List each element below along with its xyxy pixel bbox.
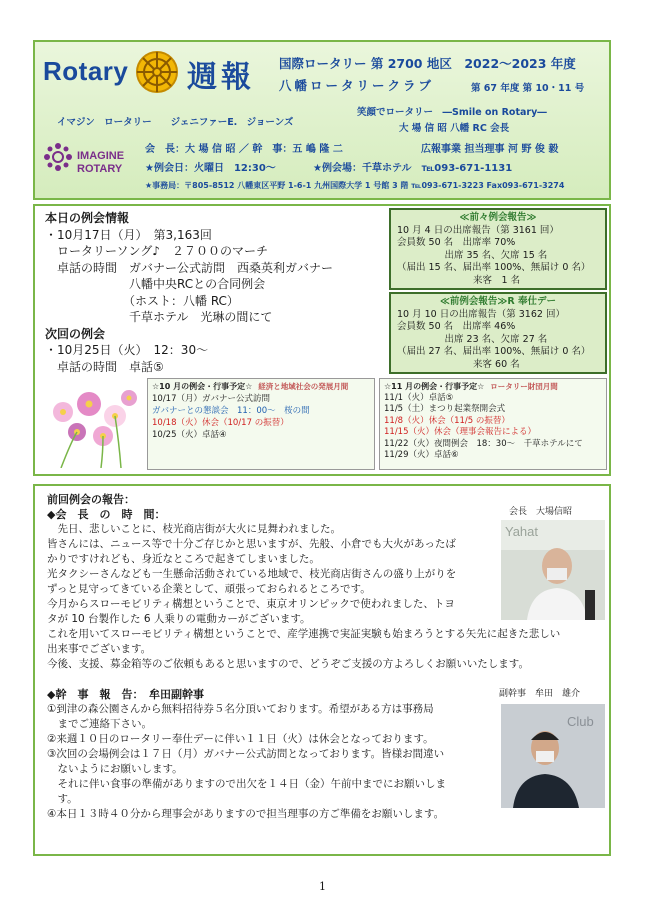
attendance-line: 来客 60 名: [397, 358, 520, 370]
prev1-title: ≪前例会報告≫R 奉仕デー: [439, 296, 556, 307]
schedule-item: 11/15（火）休会（理事会報告による）: [384, 427, 536, 437]
schedule-item: 10/25（火）卓話④: [152, 430, 227, 440]
report-line: までご連絡下さい。: [47, 718, 152, 730]
newsletter-title: 週報: [187, 60, 255, 95]
today-line: ・10月25日（火） 12：30～: [45, 343, 209, 357]
report-line: ◆幹 事 報 告： 牟田副幹事: [47, 688, 204, 701]
oct-subtitle: 経済と地域社会の発展月間: [258, 382, 349, 391]
svg-text:Club: Club: [567, 714, 594, 729]
report-line: ③次回の会場例会は１７日（月）ガバナー公式訪問となっております。皆様お間違い: [47, 748, 445, 760]
club-name: 八幡ロータリークラブ: [279, 78, 435, 93]
officers: 会 長：大 場 信 昭 ／ 幹 事：五 嶋 隆 二: [145, 144, 343, 155]
report-line: ①到津の森公園さんから無料招待券５名分頂いております。希望がある方は事務局: [47, 703, 434, 715]
svg-text:Yahat: Yahat: [505, 524, 539, 539]
today-line: 千草ホテル 光琳の間にて: [45, 310, 273, 324]
oct-title-row: [152, 381, 370, 393]
issue-number: 第 67 年度 第 10・11 号: [471, 83, 585, 94]
prev2-title: ≪前々例会報告≫: [459, 212, 537, 223]
vice-secretary-photo: [501, 704, 605, 808]
prev2-lines: [397, 225, 599, 288]
prev1-lines: [397, 309, 599, 372]
today-line: （ホスト：八幡 RC）: [45, 293, 239, 308]
club-theme: 笑顔でロータリー ―Smile on Rotary―: [357, 107, 547, 118]
report-line: 皆さんには、ニュース等で十分ご存じかと思いますが、先般、小倉でも大火があったば: [47, 538, 456, 550]
nov-items: [384, 393, 602, 462]
office-address: ★事務局：〒805-8512 八幡東区平野 1-6-1 九州国際大学 1 号館 3 階 ℡093-671-3223 Fax093-671-3274: [145, 181, 565, 190]
report-line: ④本日１３時４０分から理事会がありますので担当理事の方ご準備をお願いします。: [47, 808, 445, 820]
imagine-rotary-logo-text: [77, 150, 124, 176]
today-meeting-info: [45, 210, 385, 375]
attendance-line: 会員数 50 名 出席率 46%: [397, 321, 516, 332]
meeting-day: ★例会日：火曜日 12:30～: [145, 163, 276, 174]
rotary-wheel-icon: [133, 48, 181, 96]
nov-title-row: [384, 381, 602, 393]
meeting-info-panel: [33, 204, 611, 476]
report-line: ②来週１０日のロータリー奉仕デーに伴い１１日（火）は休会となっております。: [47, 733, 434, 745]
meeting-place: ★例会場：千草ホテル ℡093-671-1131: [313, 163, 513, 174]
today-line: 卓話の時間 卓話⑤: [45, 359, 164, 374]
report-line: これを用いてスローモビリティ構想ということで、産学連携で実証実験も始まろうとする矢先に起きた悲しい: [47, 628, 561, 640]
report-line: ないようにお願いします。: [47, 763, 183, 775]
nov-subtitle: ロータリー財団月間: [490, 382, 558, 391]
report-line: タが 10 台製作した 6 人乗りの電動カーがございます。: [47, 613, 311, 625]
secretary-caption: 副幹事 牟田 雄介: [499, 689, 581, 699]
today-line: 本日の例会情報: [45, 211, 130, 225]
attendance-line: 来客 1 名: [397, 274, 521, 286]
prev1-report-box: [389, 292, 607, 374]
october-schedule: [147, 378, 375, 470]
oct-items: [152, 393, 370, 441]
attendance-line: （届出 27 名、届出率 100%、無届け 0 名）: [397, 346, 591, 357]
schedule-item: 11/22（火）夜間例会 18：30～ 千草ホテルにて: [384, 438, 583, 449]
schedule-item: 10/18（火）休会（10/17 の振替）: [152, 418, 289, 428]
attendance-line: （届出 15 名、届出率 100%、無届け 0 名）: [397, 262, 591, 273]
attendance-line: 出席 23 名、欠席 27 名: [397, 333, 548, 345]
today-line: 卓話の時間 ガバナー公式訪問 西桑英利ガバナー: [45, 260, 334, 275]
today-line: 次回の例会: [45, 326, 106, 341]
today-line: ロータリーソング♪ ２７００のマーチ: [45, 244, 268, 258]
cosmos-flowers-image: [41, 382, 145, 468]
president-caption: 会長 大場信昭: [509, 507, 573, 517]
report-line: 先日、悲しいことに、枝光商店街が大火に見舞われました。: [47, 523, 341, 535]
oct-title: ☆10 月の例会・行事予定☆: [152, 382, 253, 391]
district-year: 国際ロータリー 第 2700 地区 2022～2023 年度: [279, 56, 576, 71]
attendance-line: 10 月 4 日の出席報告（第 3161 回）: [397, 224, 559, 236]
report-line: ずっと見守ってきている企業として、頑張っておられるところです。: [47, 583, 371, 595]
masthead: [33, 40, 611, 200]
president-photo: [501, 520, 605, 620]
report-line: かりですけれども、身近なところで起きてしまいました。: [47, 553, 320, 565]
club-president-theme: 大 場 信 昭 八幡 RC 会長: [399, 123, 510, 134]
report-line: ◆会 長 の 時 間：: [47, 508, 166, 521]
today-line: 八幡中央RCとの合同例会: [45, 277, 266, 291]
report-line: 出来事でございます。: [47, 643, 152, 655]
schedule-item: 10/17（月）ガバナー公式訪問: [152, 394, 270, 404]
pr-director: 広報事業 担当理事 河 野 俊 毅: [421, 144, 559, 155]
report-line: す。: [47, 793, 78, 805]
ri-theme: イマジン ロータリー ジェニファーE. ジョーンズ: [57, 117, 294, 128]
imagine-line-1: IMAGINE: [77, 150, 125, 162]
nov-title: ☆11 月の例会・行事予定☆: [384, 382, 485, 391]
november-schedule: [379, 378, 607, 470]
page-number: 1: [319, 880, 326, 893]
imagine-line-2: ROTARY: [77, 163, 123, 175]
report-line: 今月からスローモビリティ構想ということで、東京オリンピックで使われました、トヨ: [47, 598, 455, 610]
imagine-flower-icon: [43, 142, 73, 172]
report-line: 光タクシーさんなども一生懸命活動されている地域で、枝光商店街さんの盛り上がりを: [47, 568, 457, 580]
report-line: 前回例会の報告：: [47, 493, 135, 506]
schedule-item: ガバナーとの懇談会 11：00～ 桜の間: [152, 406, 310, 416]
attendance-line: 出席 35 名、欠席 15 名: [397, 249, 548, 261]
today-line: ・10月17日（月） 第3,163回: [45, 227, 212, 242]
attendance-line: 10 月 10 日の出席報告（第 3162 回）: [397, 308, 565, 320]
attendance-line: 会員数 50 名 出席率 70%: [397, 237, 516, 248]
report-line: [47, 672, 603, 687]
prev2-report-box: [389, 208, 607, 290]
schedule-item: 11/29（火）卓話⑥: [384, 450, 459, 460]
report-line: 今後、支援、募金箱等のご依頼もあると思いますので、どうぞご支援の方よろしくお願いいたします。: [47, 658, 529, 670]
rotary-wordmark: Rotary: [43, 56, 129, 86]
schedule-item: 11/1（火）卓話⑤: [384, 392, 454, 403]
report-line: それに伴い食事の準備がありますので出欠を１４日（金）午前中までにお願いしま: [47, 778, 446, 790]
previous-meeting-report: [33, 484, 611, 856]
schedule-item: 11/5（土）まつり起業祭開会式: [384, 404, 506, 414]
schedule-item: 11/8（火）休会（11/5 の振替）: [384, 415, 510, 426]
